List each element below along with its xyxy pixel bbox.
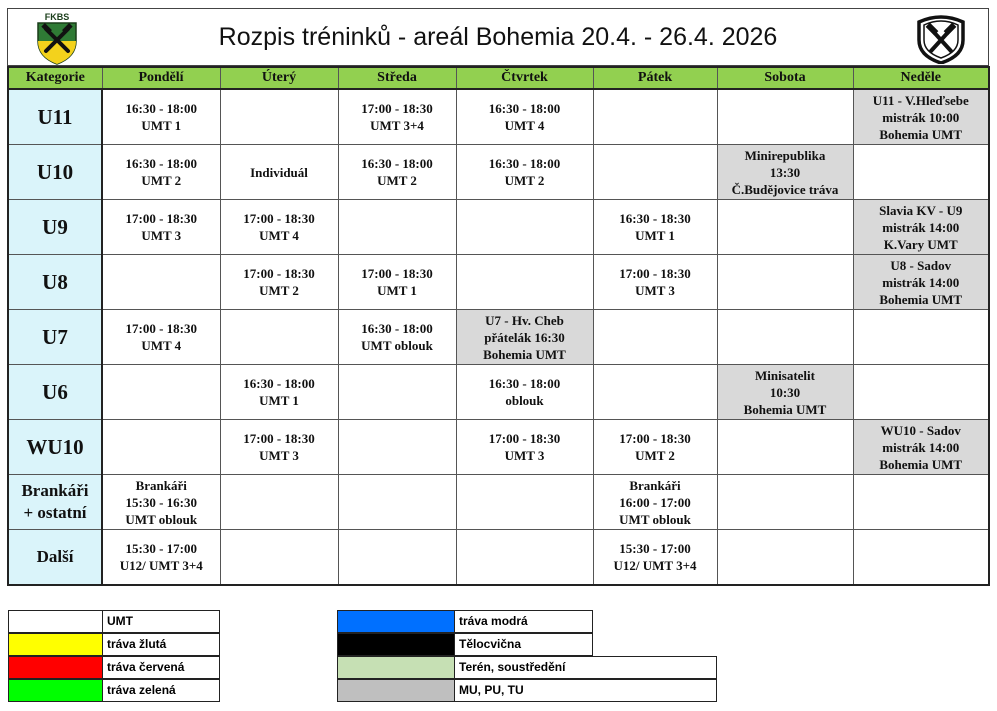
cell-text: 17:00 - 18:30 UMT 2 xyxy=(243,266,315,298)
table-row xyxy=(8,365,989,420)
category-cell xyxy=(8,89,102,145)
club-abbr: FKBS xyxy=(44,12,70,22)
table-row xyxy=(8,200,989,255)
cell-text: Brankáři 15:30 - 16:30 UMT oblouk xyxy=(125,477,198,527)
schedule-cell xyxy=(593,530,717,586)
schedule-cell xyxy=(717,200,853,255)
cell-text: 16:30 - 18:00 UMT 1 xyxy=(125,101,197,133)
category-label: U7 xyxy=(42,324,68,349)
cell-text: Minirepublika 13:30 Č.Budějovice tráva xyxy=(731,147,839,197)
schedule-cell xyxy=(593,200,717,255)
schedule-cell xyxy=(456,530,593,586)
legend-swatch xyxy=(9,657,103,678)
schedule-cell xyxy=(102,365,220,420)
cell-text: 17:00 - 18:30 UMT 4 xyxy=(243,211,315,243)
cell-text: U8 - Sadov mistrák 14:00 Bohemia UMT xyxy=(879,257,963,307)
schedule-cell xyxy=(338,475,456,530)
schedule-cell xyxy=(456,200,593,255)
legend-swatch xyxy=(338,680,455,701)
schedule-cell xyxy=(220,365,338,420)
cell-text: 17:00 - 18:30 UMT 3 xyxy=(125,211,197,243)
cell-text: 16:30 - 18:30 UMT 1 xyxy=(619,211,691,243)
category-label: U10 xyxy=(36,159,74,184)
legend-label: tráva žlutá xyxy=(107,637,167,651)
schedule-cell xyxy=(456,255,593,310)
match-cell xyxy=(717,365,853,420)
schedule-cell xyxy=(102,145,220,200)
table-row xyxy=(8,310,989,365)
cell-text: 17:00 - 18:30 UMT 3 xyxy=(243,431,315,463)
schedule-cell xyxy=(593,145,717,200)
schedule-cell xyxy=(220,255,338,310)
cell-text: 16:30 - 18:00 UMT 2 xyxy=(361,156,433,188)
column-header-day: Čtvrtek xyxy=(456,67,593,89)
schedule-cell xyxy=(338,530,456,586)
cell-text: 16:30 - 18:00 oblouk xyxy=(488,376,561,408)
schedule-cell xyxy=(853,310,989,365)
schedule-cell xyxy=(456,145,593,200)
legend-label: UMT xyxy=(107,614,133,628)
legend-swatch xyxy=(9,611,103,632)
hammers-shield-icon xyxy=(914,12,968,64)
table-row xyxy=(8,530,989,586)
category-cell xyxy=(8,365,102,420)
schedule-cell xyxy=(338,365,456,420)
schedule-cell xyxy=(593,475,717,530)
schedule-cell xyxy=(717,530,853,586)
schedule-cell xyxy=(338,310,456,365)
cell-text: 15:30 - 17:00 U12/ UMT 3+4 xyxy=(119,541,203,573)
legend-swatch xyxy=(9,634,103,655)
page-title: Rozpis tréninků - areál Bohemia 20.4. - 26.4. 2026 xyxy=(218,23,778,51)
cell-text: 17:00 - 18:30 UMT 1 xyxy=(361,266,433,298)
legend-label: Terén, soustředění xyxy=(459,660,566,674)
schedule-cell xyxy=(338,200,456,255)
legend-item-trava-cervena xyxy=(8,656,220,679)
category-cell xyxy=(8,255,102,310)
schedule-cell xyxy=(593,310,717,365)
schedule-cell xyxy=(338,89,456,145)
legend-label: tráva zelená xyxy=(107,683,176,697)
table-row xyxy=(8,145,989,200)
page-header xyxy=(7,8,989,66)
category-label: U6 xyxy=(42,379,68,404)
column-header-day: Středa xyxy=(338,67,456,89)
legend-swatch xyxy=(9,680,103,701)
schedule-cell xyxy=(102,200,220,255)
category-cell xyxy=(8,420,102,475)
cell-text: 16:30 - 18:00 UMT 4 xyxy=(488,101,561,133)
schedule-cell xyxy=(220,89,338,145)
column-header-kategorie: Kategorie xyxy=(8,67,102,89)
schedule-cell xyxy=(717,89,853,145)
cell-text: Individuál xyxy=(250,164,308,180)
category-label: WU10 xyxy=(26,434,84,459)
schedule-cell xyxy=(102,310,220,365)
cell-text: 17:00 - 18:30 UMT 4 xyxy=(125,321,197,353)
schedule-cell xyxy=(338,420,456,475)
column-header-day: Pátek xyxy=(593,67,717,89)
category-cell xyxy=(8,200,102,255)
schedule-cell xyxy=(853,475,989,530)
legend-swatch xyxy=(338,634,455,655)
table-row xyxy=(8,475,989,530)
category-label: U9 xyxy=(42,214,68,239)
cell-text: 17:00 - 18:30 UMT 3 xyxy=(619,266,691,298)
schedule-cell xyxy=(220,145,338,200)
schedule-cell xyxy=(220,475,338,530)
cell-text: Brankáři 16:00 - 17:00 UMT oblouk xyxy=(619,477,691,527)
schedule-cell xyxy=(338,255,456,310)
schedule-cell xyxy=(593,365,717,420)
table-row xyxy=(8,255,989,310)
schedule-cell xyxy=(717,420,853,475)
schedule-cell xyxy=(853,530,989,586)
category-label: Další xyxy=(36,547,74,566)
match-cell xyxy=(853,200,989,255)
cell-text: 16:30 - 18:00 UMT 2 xyxy=(125,156,197,188)
cell-text: Minisatelit 10:30 Bohemia UMT xyxy=(743,367,827,417)
cell-text: U7 - Hv. Cheb přátelák 16:30 Bohemia UMT xyxy=(483,312,566,362)
header-row xyxy=(8,67,989,89)
schedule-cell xyxy=(102,530,220,586)
schedule-cell xyxy=(220,200,338,255)
schedule-cell xyxy=(456,365,593,420)
category-label: U8 xyxy=(42,269,68,294)
category-label: U11 xyxy=(37,104,73,129)
schedule-cell xyxy=(456,475,593,530)
legend-item-mu-pu-tu xyxy=(337,679,717,702)
cell-text: 16:30 - 18:00 UMT 2 xyxy=(488,156,561,188)
match-cell xyxy=(853,89,989,145)
legend-label: MU, PU, TU xyxy=(459,683,524,697)
schedule-cell xyxy=(102,89,220,145)
schedule-cell xyxy=(102,420,220,475)
column-header-day: Úterý xyxy=(220,67,338,89)
schedule-cell xyxy=(102,475,220,530)
match-cell xyxy=(456,310,593,365)
schedule-cell xyxy=(593,255,717,310)
category-cell xyxy=(8,475,102,530)
table-row xyxy=(8,89,989,145)
schedule-cell xyxy=(853,145,989,200)
cell-text: Slavia KV - U9 mistrák 14:00 K.Vary UMT xyxy=(879,202,963,252)
schedule-cell xyxy=(593,89,717,145)
schedule-cell xyxy=(456,89,593,145)
schedule-cell xyxy=(220,530,338,586)
cell-text: U11 - V.Hleďsebe mistrák 10:00 Bohemia UMT xyxy=(872,92,969,142)
schedule-cell xyxy=(593,420,717,475)
table-row xyxy=(8,420,989,475)
legend-item-telocvicna xyxy=(337,633,593,656)
schedule-cell xyxy=(717,310,853,365)
legend-item-trava-zelena xyxy=(8,679,220,702)
legend-label: tráva modrá xyxy=(459,614,528,628)
column-header-day: Neděle xyxy=(853,67,989,89)
cell-text: 17:00 - 18:30 UMT 3 xyxy=(488,431,561,463)
legend-item-trava-modra xyxy=(337,610,593,633)
schedule-cell xyxy=(717,475,853,530)
category-cell xyxy=(8,145,102,200)
category-label: Brankáři + ostatní xyxy=(21,481,89,522)
category-cell xyxy=(8,530,102,586)
schedule-cell xyxy=(853,365,989,420)
schedule-cell xyxy=(102,255,220,310)
cell-text: 17:00 - 18:30 UMT 3+4 xyxy=(361,101,433,133)
column-header-day: Pondělí xyxy=(102,67,220,89)
legend-item-umt xyxy=(8,610,220,633)
match-cell xyxy=(853,420,989,475)
cell-text: 16:30 - 18:00 UMT 1 xyxy=(243,376,315,408)
cell-text: 17:00 - 18:30 UMT 2 xyxy=(619,431,691,463)
cell-text: 15:30 - 17:00 U12/ UMT 3+4 xyxy=(613,541,697,573)
schedule-table xyxy=(7,66,990,586)
schedule-cell xyxy=(220,420,338,475)
legend-label: Tělocvična xyxy=(459,637,522,651)
schedule-cell xyxy=(456,420,593,475)
legend-swatch xyxy=(338,611,455,632)
column-header-day: Sobota xyxy=(717,67,853,89)
match-cell xyxy=(853,255,989,310)
match-cell xyxy=(717,145,853,200)
schedule-cell xyxy=(220,310,338,365)
schedule-cell xyxy=(338,145,456,200)
schedule-cell xyxy=(717,255,853,310)
legend-swatch xyxy=(338,657,455,678)
cell-text: 16:30 - 18:00 UMT oblouk xyxy=(361,321,433,353)
legend-label: tráva červená xyxy=(107,660,185,674)
legend-item-trava-zluta xyxy=(8,633,220,656)
cell-text: WU10 - Sadov mistrák 14:00 Bohemia UMT xyxy=(879,422,963,472)
legend-item-teren xyxy=(337,656,717,679)
category-cell xyxy=(8,310,102,365)
